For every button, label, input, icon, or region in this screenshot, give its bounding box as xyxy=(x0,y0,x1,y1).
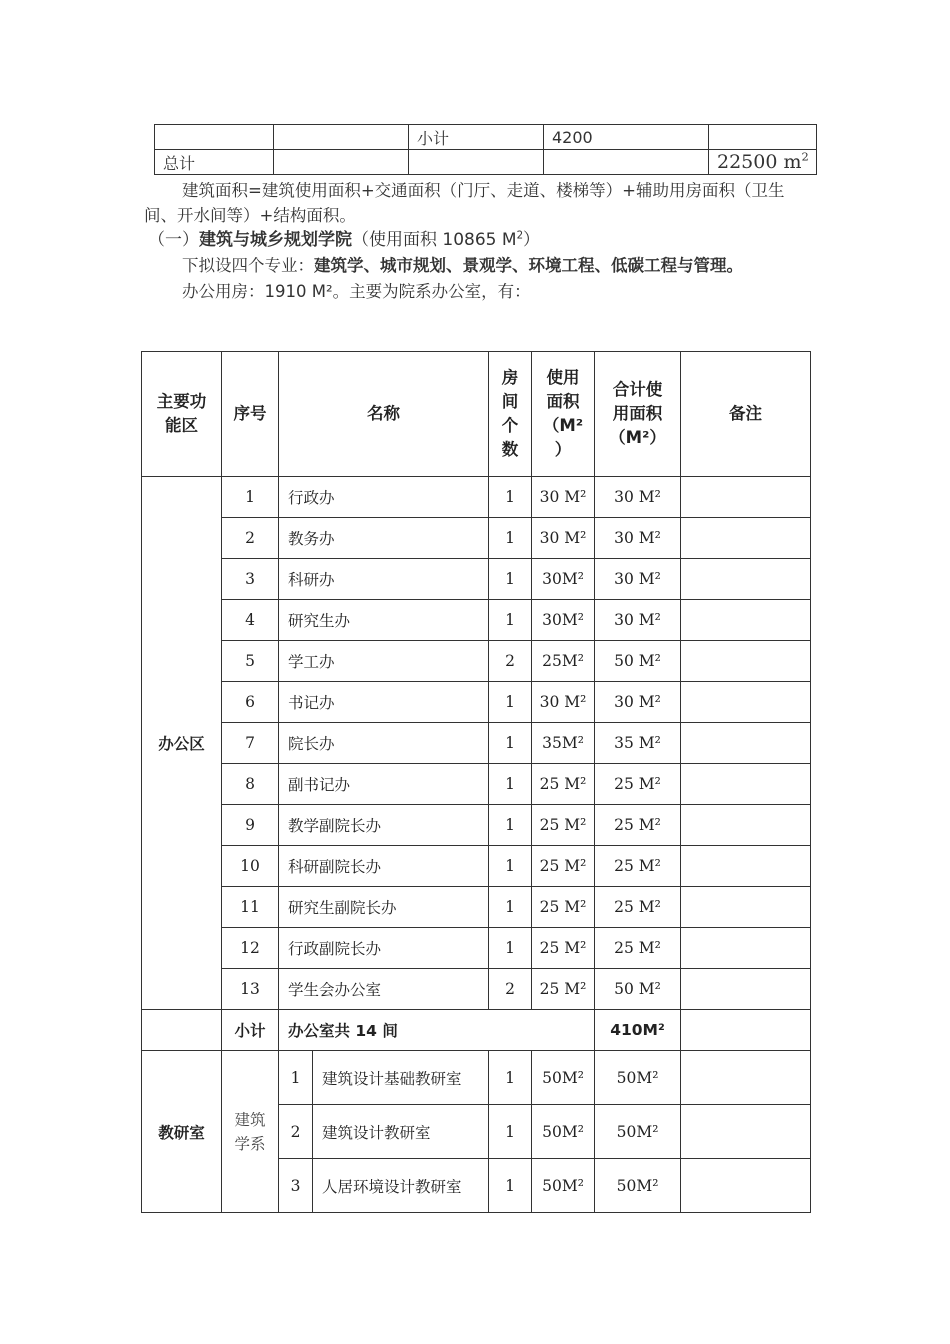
use-area-cell: 30 M² xyxy=(532,682,595,723)
header-name: 名称 xyxy=(279,352,489,477)
note-cell xyxy=(681,846,811,887)
note-cell xyxy=(681,682,811,723)
total-area-cell: 30 M² xyxy=(595,559,681,600)
total-area-cell: 30 M² xyxy=(595,477,681,518)
note-cell xyxy=(681,887,811,928)
use-area-cell: 30 M² xyxy=(532,518,595,559)
use-area-cell: 50M² xyxy=(532,1051,595,1105)
total-area-cell: 50M² xyxy=(595,1159,681,1213)
total-area-cell: 25 M² xyxy=(595,887,681,928)
table-row xyxy=(142,887,811,928)
subtotal-total: 410M² xyxy=(595,1010,681,1051)
room-count-cell: 2 xyxy=(489,641,532,682)
total-area-cell: 35 M² xyxy=(595,723,681,764)
use-area-cell: 25M² xyxy=(532,641,595,682)
total-area-cell: 25 M² xyxy=(595,805,681,846)
room-count-cell: 1 xyxy=(489,846,532,887)
room-name-cell: 学工办 xyxy=(279,641,489,682)
use-area-cell: 25 M² xyxy=(532,887,595,928)
room-count-cell: 1 xyxy=(489,1105,532,1159)
room-table xyxy=(141,351,811,1213)
note-cell xyxy=(681,805,811,846)
table-row xyxy=(142,682,811,723)
total-area-cell: 30 M² xyxy=(595,518,681,559)
total-area-cell: 50M² xyxy=(595,1105,681,1159)
header-note: 备注 xyxy=(681,352,811,477)
total-area-cell: 30 M² xyxy=(595,600,681,641)
seq-cell: 3 xyxy=(222,559,279,600)
use-area-cell: 50M² xyxy=(532,1105,595,1159)
seq-cell: 11 xyxy=(222,887,279,928)
note-cell xyxy=(681,1010,811,1051)
room-count-cell: 1 xyxy=(489,887,532,928)
seq-cell: 2 xyxy=(222,518,279,559)
room-count-cell: 1 xyxy=(489,723,532,764)
use-area-cell: 30 M² xyxy=(532,477,595,518)
total-area-cell: 50M² xyxy=(595,1051,681,1105)
seq-cell: 12 xyxy=(222,928,279,969)
total-area-cell: 25 M² xyxy=(595,928,681,969)
subtotal-text: 办公室共 14 间 xyxy=(279,1010,595,1051)
total-area-cell: 50 M² xyxy=(595,969,681,1010)
seq-cell: 5 xyxy=(222,641,279,682)
seq-cell: 1 xyxy=(222,477,279,518)
room-count-cell: 1 xyxy=(489,559,532,600)
header-total-area: 合计使 用面积 （M²） xyxy=(595,352,681,477)
seq-cell: 7 xyxy=(222,723,279,764)
room-name-cell: 科研办 xyxy=(279,559,489,600)
table-row xyxy=(142,969,811,1010)
use-area-cell: 30M² xyxy=(532,559,595,600)
room-name-cell: 人居环境设计教研室 xyxy=(313,1159,489,1213)
note-cell xyxy=(681,641,811,682)
room-name-cell: 研究生办 xyxy=(279,600,489,641)
room-count-cell: 1 xyxy=(489,764,532,805)
total-area-cell: 50 M² xyxy=(595,641,681,682)
use-area-cell: 25 M² xyxy=(532,764,595,805)
summary-cell xyxy=(274,125,409,150)
summary-table xyxy=(154,124,817,175)
summary-cell: 4200 xyxy=(544,125,709,150)
seq-cell: 13 xyxy=(222,969,279,1010)
room-name-cell: 行政副院长办 xyxy=(279,928,489,969)
table-row xyxy=(142,723,811,764)
total-area-cell: 25 M² xyxy=(595,846,681,887)
table-row xyxy=(142,641,811,682)
room-name-cell: 教务办 xyxy=(279,518,489,559)
seq-cell: 1 xyxy=(279,1051,313,1105)
table-header-row xyxy=(142,352,811,477)
room-count-cell: 1 xyxy=(489,682,532,723)
use-area-cell: 25 M² xyxy=(532,846,595,887)
header-use-area: 使用 面积 （M² ） xyxy=(532,352,595,477)
note-cell xyxy=(681,1105,811,1159)
room-name-cell: 学生会办公室 xyxy=(279,969,489,1010)
summary-row-total xyxy=(155,150,817,175)
room-name-cell: 教学副院长办 xyxy=(279,805,489,846)
function-area-cell xyxy=(142,1010,222,1051)
table-row xyxy=(142,928,811,969)
room-name-cell: 研究生副院长办 xyxy=(279,887,489,928)
note-cell xyxy=(681,1051,811,1105)
summary-cell xyxy=(155,125,274,150)
table-row xyxy=(142,600,811,641)
note-cell xyxy=(681,600,811,641)
majors-paragraph: 下拟设四个专业：建筑学、城市规划、景观学、环境工程、低碳工程与管理。 xyxy=(182,256,743,275)
function-area-cell: 办公区 xyxy=(142,477,222,1010)
room-count-cell: 2 xyxy=(489,969,532,1010)
room-count-cell: 1 xyxy=(489,928,532,969)
seq-cell: 3 xyxy=(279,1159,313,1213)
table-row xyxy=(142,559,811,600)
seq-cell: 10 xyxy=(222,846,279,887)
room-count-cell: 1 xyxy=(489,1159,532,1213)
summary-cell: 小计 xyxy=(409,125,544,150)
note-cell xyxy=(681,1159,811,1213)
summary-cell xyxy=(709,125,817,150)
seq-cell: 6 xyxy=(222,682,279,723)
header-area: 主要功 能区 xyxy=(142,352,222,477)
note-cell xyxy=(681,723,811,764)
note-cell xyxy=(681,518,811,559)
room-count-cell: 1 xyxy=(489,477,532,518)
subtotal-label: 小计 xyxy=(222,1010,279,1051)
use-area-cell: 25 M² xyxy=(532,805,595,846)
department-cell: 建筑 学系 xyxy=(222,1051,279,1213)
use-area-cell: 50M² xyxy=(532,1159,595,1213)
table-row xyxy=(142,846,811,887)
table-row xyxy=(142,477,811,518)
summary-total-value: 22500 $m^2$ xyxy=(709,150,817,175)
use-area-cell: 25 M² xyxy=(532,928,595,969)
note-cell xyxy=(681,477,811,518)
table-row xyxy=(142,764,811,805)
note-cell xyxy=(681,764,811,805)
room-name-cell: 行政办 xyxy=(279,477,489,518)
use-area-cell: 35M² xyxy=(532,723,595,764)
room-count-cell: 1 xyxy=(489,600,532,641)
summary-total-label: 总计 xyxy=(155,150,274,175)
room-count-cell: 1 xyxy=(489,518,532,559)
total-area-cell: 30 M² xyxy=(595,682,681,723)
room-name-cell: 建筑设计基础教研室 xyxy=(313,1051,489,1105)
seq-cell: 2 xyxy=(279,1105,313,1159)
summary-cell xyxy=(274,150,409,175)
subtotal-row xyxy=(142,1010,811,1051)
seq-cell: 8 xyxy=(222,764,279,805)
note-cell xyxy=(681,559,811,600)
note-cell xyxy=(681,969,811,1010)
header-seq: 序号 xyxy=(222,352,279,477)
room-name-cell: 建筑设计教研室 xyxy=(313,1105,489,1159)
note-cell xyxy=(681,928,811,969)
room-count-cell: 1 xyxy=(489,805,532,846)
intro-paragraph: 建筑面积=建筑使用面积+交通面积（门厅、走道、楼梯等）+辅助用房面积（卫生间、开水间等）+结构面积。 xyxy=(144,181,785,225)
room-count-cell: 1 xyxy=(489,1051,532,1105)
total-area-cell: 25 M² xyxy=(595,764,681,805)
room-name-cell: 科研副院长办 xyxy=(279,846,489,887)
office-paragraph: 办公用房：1910 M²。主要为院系办公室，有： xyxy=(182,282,531,301)
summary-row-subtotal xyxy=(155,125,817,150)
room-name-cell: 副书记办 xyxy=(279,764,489,805)
function-area-cell: 教研室 xyxy=(142,1051,222,1213)
room-name-cell: 书记办 xyxy=(279,682,489,723)
seq-cell: 4 xyxy=(222,600,279,641)
room-name-cell: 院长办 xyxy=(279,723,489,764)
section-heading: （一）建筑与城乡规划学院（使用面积 10865 $M^2$） xyxy=(148,230,541,250)
summary-cell xyxy=(544,150,709,175)
table-row xyxy=(142,1051,811,1105)
summary-cell xyxy=(409,150,544,175)
table-row xyxy=(142,518,811,559)
use-area-cell: 25 M² xyxy=(532,969,595,1010)
table-row xyxy=(142,805,811,846)
seq-cell: 9 xyxy=(222,805,279,846)
use-area-cell: 30M² xyxy=(532,600,595,641)
header-rooms: 房 间 个 数 xyxy=(489,352,532,477)
